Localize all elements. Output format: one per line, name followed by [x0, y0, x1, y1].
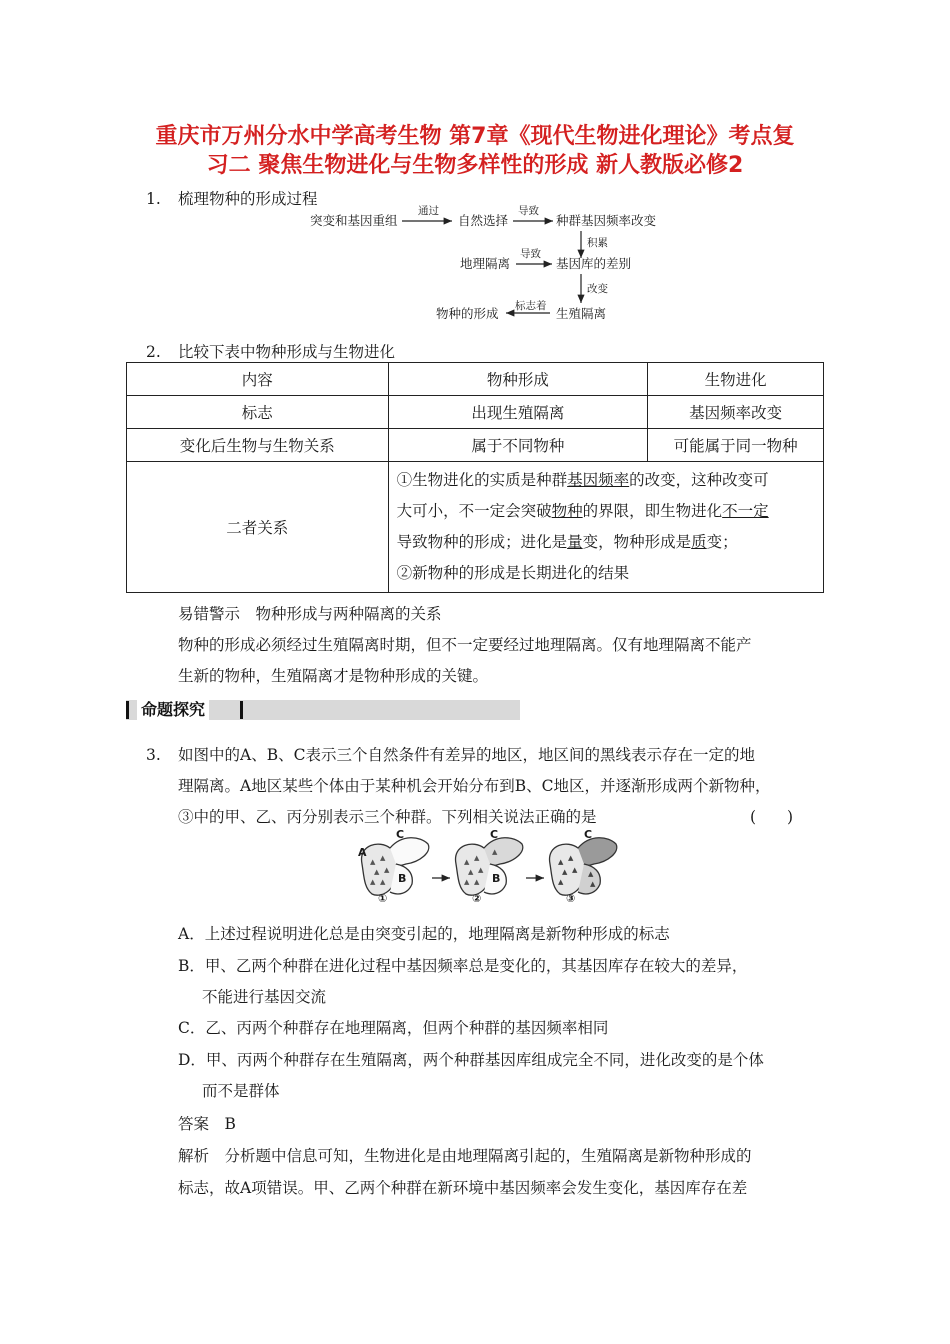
header-species-formation: 物种形成 — [388, 363, 648, 396]
region-label-c: C — [396, 828, 405, 841]
option-c: C．乙、丙两个种群存在地理隔离，但两个种群的基因频率相同 — [178, 1019, 609, 1037]
q3-answer-paren: ( ) — [750, 808, 794, 826]
item-1 — [146, 188, 318, 210]
flow-label-lead-2: 导致 — [520, 248, 541, 260]
cell-label-relation: 变化后生物与生物关系 — [127, 429, 389, 462]
panel-caption-1: ① — [378, 892, 388, 905]
panel-caption-2: ② — [472, 892, 482, 905]
svg-text:▲: ▲ — [464, 858, 470, 866]
svg-text:▲: ▲ — [474, 854, 480, 862]
option-d-line-2: 而不是群体 — [202, 1082, 280, 1100]
item-1-text: 梳理物种的形成过程 — [178, 190, 318, 208]
flow-label-through: 通过 — [418, 205, 439, 217]
relation-text: 变，物种形成是 — [582, 533, 692, 551]
relation-text: 大可小，不一定会突破 — [396, 502, 552, 520]
svg-text:▲: ▲ — [562, 868, 568, 876]
region-label-c-3: C — [584, 828, 593, 841]
relation-underline: 量 — [567, 533, 583, 551]
section-bar-right — [240, 701, 243, 719]
table-header-row — [127, 363, 824, 396]
svg-text:▲: ▲ — [380, 854, 386, 862]
section-header — [126, 700, 520, 720]
cell-evolution-marker: 基因频率改变 — [648, 396, 824, 429]
svg-text:▲: ▲ — [384, 866, 390, 874]
answer: 答案 B — [178, 1115, 236, 1133]
flow-node-pool-difference: 基因库的差别 — [556, 256, 632, 271]
relation-line-3 — [397, 527, 815, 558]
relation-line-4: ②新物种的形成是长期进化的结果 — [396, 564, 630, 582]
relation-underline: 物种 — [551, 502, 583, 520]
comparison-table — [126, 362, 824, 593]
svg-text:▲: ▲ — [464, 878, 470, 886]
item-2-text: 比较下表中物种形成与生物进化 — [178, 343, 396, 361]
relation-text: 变； — [706, 533, 738, 551]
speciation-flow-diagram — [310, 203, 660, 333]
flow-label-accumulate: 积累 — [587, 237, 608, 249]
svg-text:▲: ▲ — [370, 878, 376, 886]
warning-heading: 易错警示 物种形成与两种隔离的关系 — [178, 605, 442, 623]
relation-line-2 — [397, 496, 815, 527]
analysis-line-1: 解析 分析题中信息可知，生物进化是由地理隔离引起的，生殖隔离是新物种形成的 — [178, 1147, 752, 1165]
title-line-2: 习二 聚焦生物进化与生物多样性的形成 新人教版必修2 — [206, 153, 744, 178]
header-content: 内容 — [127, 363, 389, 396]
option-a: A．上述过程说明进化总是由突变引起的，地理隔离是新物种形成的标志 — [178, 925, 670, 943]
relation-text: 导致物种的形成；进化是 — [396, 533, 568, 551]
q3-line-1 — [146, 744, 755, 766]
region-panel-2 — [456, 838, 523, 895]
svg-text:▲: ▲ — [572, 866, 578, 874]
section-bar-left — [126, 701, 129, 719]
svg-text:▲: ▲ — [478, 866, 484, 874]
panel-caption-3: ③ — [566, 892, 576, 905]
relation-underline: 不一定 — [722, 502, 769, 520]
flow-node-reproductive-isolation: 生殖隔离 — [556, 306, 607, 321]
header-evolution: 生物进化 — [648, 363, 824, 396]
item-2 — [146, 341, 395, 363]
relation-text: 的改变，这种改变可 — [629, 471, 769, 489]
warning-line-2: 生新的物种，生殖隔离才是物种形成的关键。 — [178, 667, 489, 685]
item-2-number: 2. — [146, 343, 161, 361]
title-line-1: 重庆市万州分水中学高考生物 第7章《现代生物进化理论》考点复 — [155, 124, 795, 149]
cell-evolution-relation: 可能属于同一物种 — [648, 429, 824, 462]
q3-line-2: 理隔离。A地区某些个体由于某种机会开始分布到B、C地区，并逐渐形成两个新物种， — [178, 777, 771, 795]
region-label-b: B — [398, 872, 407, 885]
q3-text-1: 如图中的A、B、C表示三个自然条件有差异的地区，地区间的黑线表示存在一定的地 — [178, 746, 755, 764]
warning-line-1: 物种的形成必须经过生殖隔离时期，但不一定要经过地理隔离。仅有地理隔离不能产 — [178, 636, 752, 654]
svg-text:▲: ▲ — [374, 868, 380, 876]
svg-text:▲: ▲ — [590, 880, 596, 888]
option-d-line-1: D．甲、丙两个种群存在生殖隔离，两个种群基因库组成完全不同，进化改变的是个体 — [178, 1051, 764, 1069]
flow-label-mark: 标志着 — [515, 300, 547, 312]
section-title: 命题探究 — [137, 699, 209, 721]
svg-text:▲: ▲ — [558, 858, 564, 866]
flow-node-freq-change: 种群基因频率改变 — [556, 213, 657, 228]
table-row — [127, 429, 824, 462]
relation-text: ①生物进化的实质是种群 — [396, 471, 568, 489]
flow-node-species-formation: 物种的形成 — [436, 306, 499, 321]
relation-underline: 质 — [691, 533, 707, 551]
region-figure-drawing — [350, 826, 620, 906]
flow-node-geo-isolation: 地理隔离 — [460, 256, 511, 271]
relation-line-1 — [397, 465, 815, 496]
svg-text:▲: ▲ — [370, 858, 376, 866]
table-row — [127, 462, 824, 593]
flow-node-selection: 自然选择 — [458, 213, 509, 228]
table-row — [127, 396, 824, 429]
svg-text:▲: ▲ — [468, 868, 474, 876]
svg-text:▲: ▲ — [588, 870, 594, 878]
relation-underline: 基因频率 — [567, 471, 630, 489]
region-label-c-2: C — [490, 828, 499, 841]
flow-node-mutation: 突变和基因重组 — [310, 213, 398, 228]
svg-text:▲: ▲ — [380, 878, 386, 886]
cell-both-relation-text — [388, 462, 823, 593]
region-panel-1 — [362, 838, 429, 895]
q3-line-3: ③中的甲、乙、丙分别表示三个种群。下列相关说法正确的是 — [178, 808, 597, 826]
option-b-line-2: 不能进行基因交流 — [202, 988, 327, 1006]
svg-text:▲: ▲ — [474, 878, 480, 886]
cell-label-marker: 标志 — [127, 396, 389, 429]
option-b-line-1: B．甲、乙两个种群在进化过程中基因频率总是变化的，其基因库存在较大的差异， — [178, 957, 748, 975]
cell-species-marker: 出现生殖隔离 — [388, 396, 648, 429]
svg-text:▲: ▲ — [492, 848, 498, 856]
region-label-b-2: B — [492, 872, 501, 885]
flow-label-change: 改变 — [587, 283, 608, 295]
svg-text:▲: ▲ — [568, 854, 574, 862]
relation-text: 的界限，即生物进化 — [582, 502, 723, 520]
analysis-line-2: 标志，故A项错误。甲、乙两个种群在新环境中基因频率会发生变化，基因库存在差 — [178, 1179, 748, 1197]
cell-label-both-relation: 二者关系 — [127, 462, 389, 593]
region-panel-3 — [550, 838, 617, 895]
svg-text:▲: ▲ — [558, 878, 564, 886]
region-label-a: A — [358, 846, 367, 859]
flow-label-lead-1: 导致 — [518, 205, 539, 217]
region-figure — [350, 826, 620, 906]
document-title — [120, 122, 830, 180]
cell-species-relation: 属于不同物种 — [388, 429, 648, 462]
q3-number: 3. — [146, 746, 161, 764]
item-1-number: 1. — [146, 190, 161, 208]
